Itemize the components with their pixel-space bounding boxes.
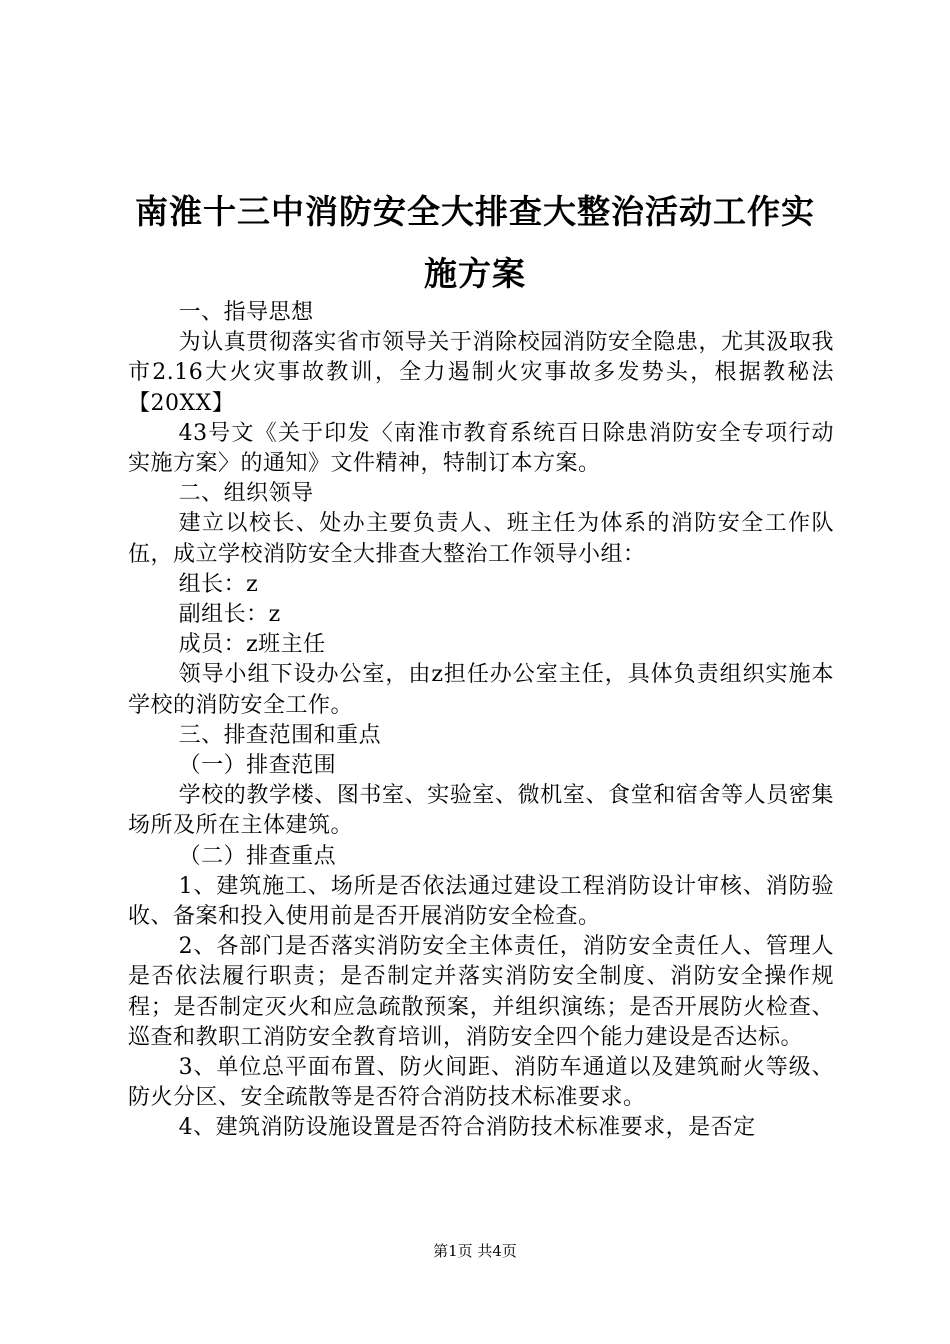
paragraph: 成员：z班主任 [178,632,326,658]
subsection-heading: （二）排查重点 [178,843,337,869]
section-heading: 二、组织领导 [178,481,314,507]
subsection-heading: （一）排查范围 [178,753,337,779]
paragraph: 组长：z [178,571,259,597]
paragraph: 建立以校长、处办主要负责人、班主任为体系的消防安全工作队伍，成立学校消防安全大排查大整治工作领导小组： [128,511,834,567]
paragraph: 2、各部门是否落实消防安全主体责任，消防安全责任人、管理人是否依法履行职责；是否制定并落实消防安全制度、消防安全操作规程；是否制定灭火和应急疏散预案，并组织演练；是否开展防火检查、巡查和教职工消防安全教育培训，消防安全四个能力建设是否达标。 [128,934,834,1050]
document-title-line-2: 施方案 [424,254,526,293]
paragraph: 为认真贯彻落实省市领导关于消除校园消防安全隐患，尤其汲取我市2.16大火灾事故教训，全力遏制火灾事故多发势头，根据教秘法【20XX】 [128,330,834,416]
document-title-line-1: 南淮十三中消防安全大排查大整治活动工作实 [135,192,815,231]
paragraph: 3、单位总平面布置、防火间距、消防车通道以及建筑耐火等级、防火分区、安全疏散等是否符合消防技术标准要求。 [128,1055,834,1111]
document-body [128,298,834,1144]
paragraph: 1、建筑施工、场所是否依法通过建设工程消防设计审核、消防验收、备案和投入使用前是否开展消防安全检查。 [128,873,834,930]
paragraph: 4、建筑消防设施设置是否符合消防技术标准要求，是否定 [178,1115,756,1141]
section-heading: 三、排查范围和重点 [178,722,382,748]
paragraph: 领导小组下设办公室，由z担任办公室主任，具体负责组织实施本学校的消防安全工作。 [128,662,834,718]
page-footer: 第1页 共4页 [433,1242,517,1260]
paragraph: 43号文《关于印发〈南淮市教育系统百日除患消防安全专项行动实施方案〉的通知》文件精神，特制订本方案。 [128,420,834,477]
paragraph: 副组长：z [178,602,281,628]
section-heading: 一、指导思想 [178,300,314,325]
paragraph: 学校的教学楼、图书室、实验室、微机室、食堂和宿舍等人员密集场所及所在主体建筑。 [128,783,834,839]
